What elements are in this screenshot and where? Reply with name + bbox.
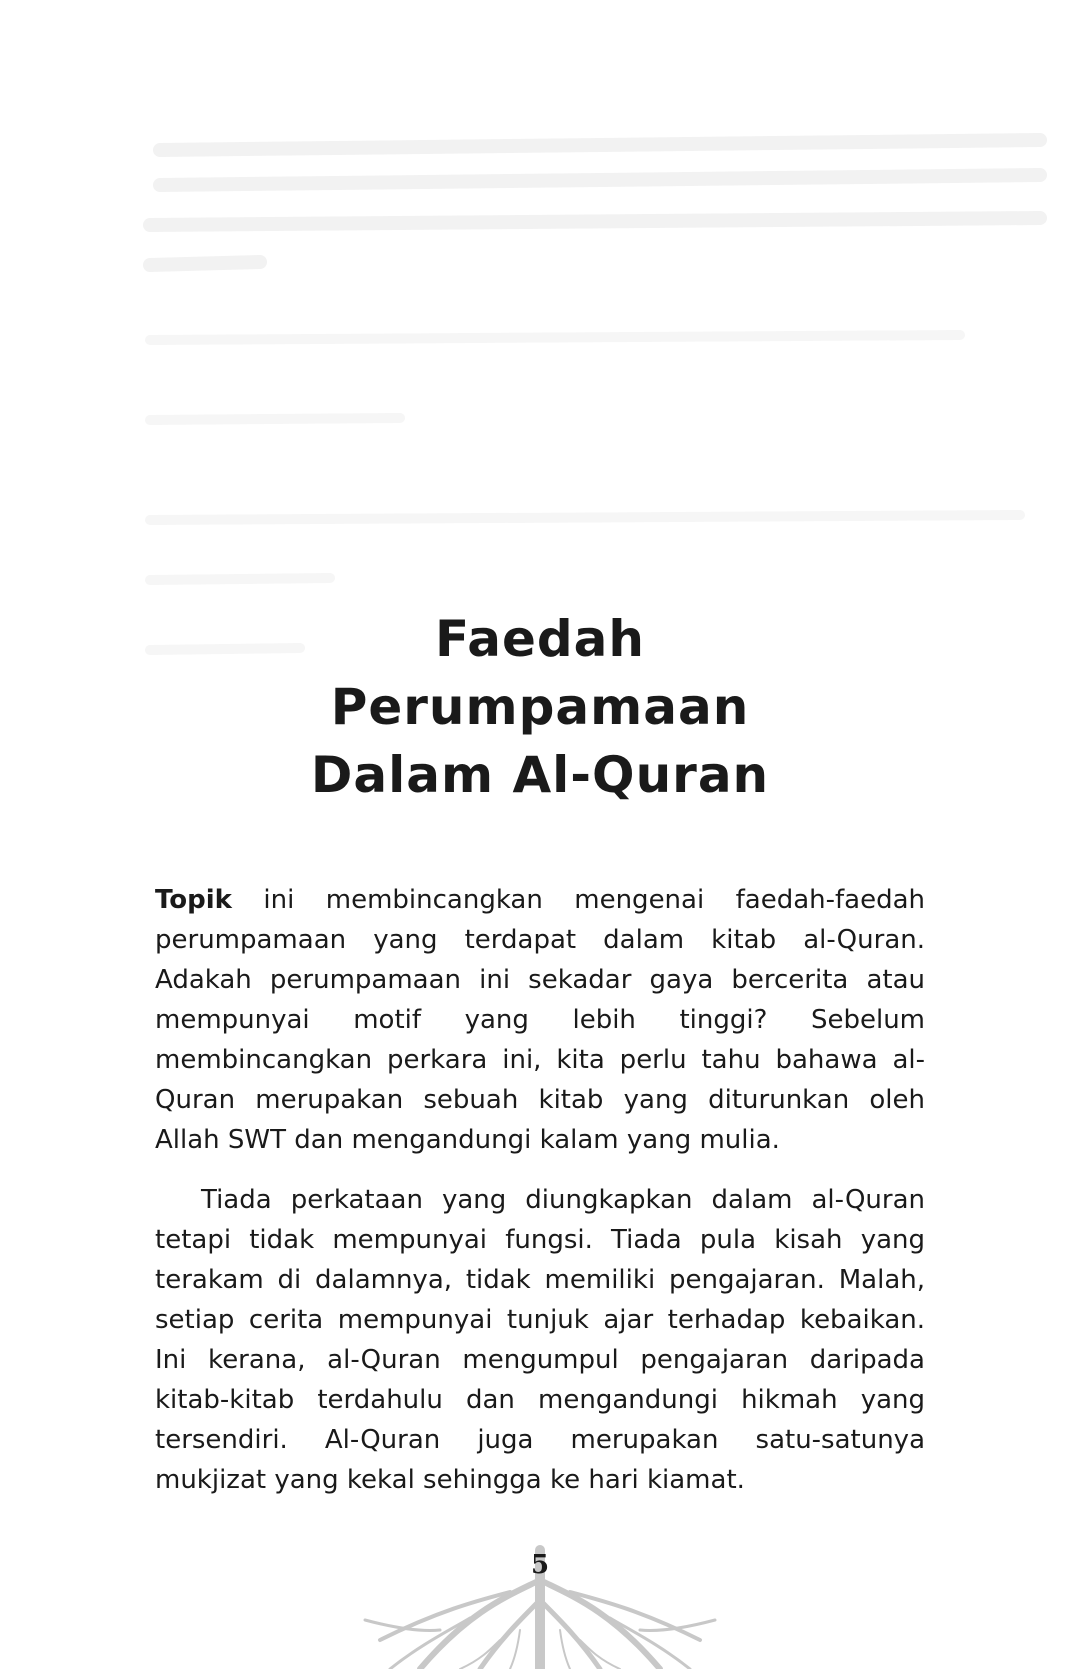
chapter-title-line-2: Perumpamaan <box>330 678 750 736</box>
paragraph-2: Tiada perkataan yang diungkapkan dalam al-Quran tetapi tidak mempunyai fungsi. Tiada pula kisah yang terakam di dalamnya, tidak memiliki pengajaran. Malah, setiap cerita mempunyai tunjuk ajar terhadap kebaikan. Ini kerana, al-Quran mengumpul pengajaran daripada kitab-kitab terdahulu dan mengandungi hikmah yang tersendiri. Al-Quran juga merupakan satu-satunya mukjizat yang kekal sehingga ke hari kiamat. <box>155 1185 925 1495</box>
chapter-title-line-1: Faedah <box>434 610 645 668</box>
paragraph-1 <box>155 880 925 1160</box>
paragraph-1-lead-word: Topik <box>155 885 232 915</box>
chapter-title <box>0 605 1080 809</box>
chapter-title-line-3: Dalam Al-Quran <box>310 746 770 804</box>
paragraph-1-text: ini membincangkan mengenai faedah-faedah perumpamaan yang terdapat dalam kitab al-Quran. Adakah perumpamaan ini sekadar gaya bercerita atau mempunyai motif yang lebih tinggi? Sebelum membincangkan perkara ini, kita perlu tahu bahawa al-Quran merupakan sebuah kitab yang diturunkan oleh Allah SWT dan mengandungi kalam yang mulia. <box>155 885 925 1155</box>
chapter-body <box>155 880 925 1500</box>
page-number: 5 <box>530 1550 550 1580</box>
